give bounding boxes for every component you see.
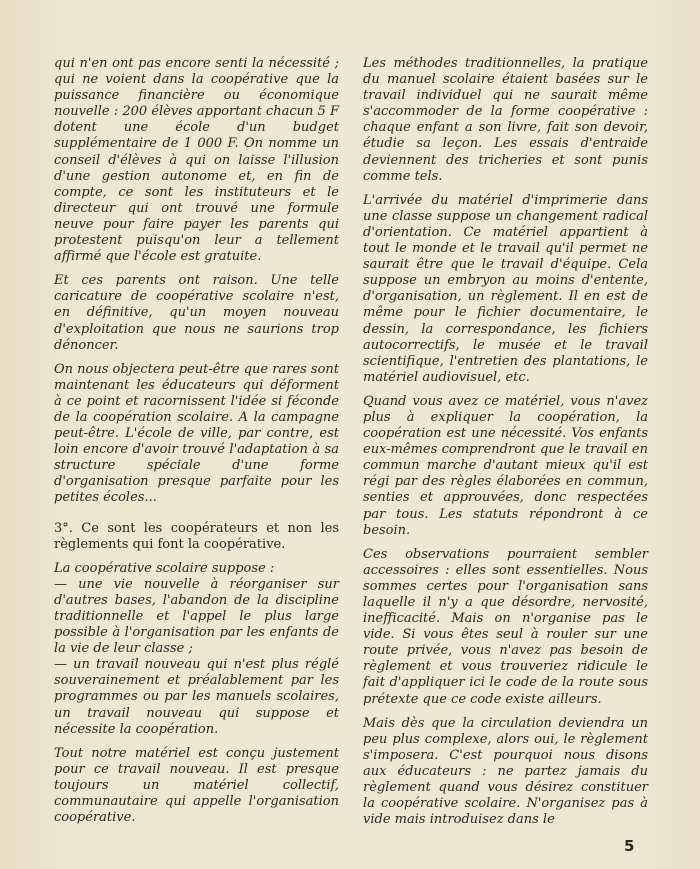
list-intro: La coopérative scolaire suppose : [54,560,275,576]
paragraph: Quand vous avez ce matériel, vous n'avez plus à expliquer la coopération, la coopération est une nécessité. Vos enfants eux-mêmes comprendront que le travail en commun marche d'autant mieux qu'il est régi par des règles élaborées en commun, senties et approuvées, donc respectées par tous. Les statuts répondront à ce besoin. [363,393,648,538]
paragraph: qui n'en ont pas encore senti la nécessité ; qui ne voient dans la coopérative que la puissance financière ou économique nouvelle : 200 élèves apportant chacun 5 F dotent une école d'un budget supplémentaire de 1 000 F. On nomme un conseil d'élèves à qui on laisse l'illusion d'une gestion autonome et, en fin de compte, ce sont les instituteurs et le directeur qui ont trouvé une formule neuve pour faire payer les parents qui protestent puisqu'on leur a tellement affirmé que l'école est gratuite. [54,56,339,265]
paragraph: L'arrivée du matériel d'imprimerie dans une classe suppose un changement radical d'orientation. Ce matériel appartient à tout le monde et le travail qu'il permet ne saurait être que le travail d'équipe. Cela suppose un embryon au moins d'entente, d'organisation, un règlement. Il en est de même pour le fichier documentaire, le dessin, la correspondance, les fichiers autocorrectifs, le musée et le travail scientifique, l'entretien des plantations, le matériel audiovisuel, etc. [363,192,648,385]
paragraph: Les méthodes traditionnelles, la pratique du manuel scolaire étaient basées sur le travail individuel qui ne saurait même s'accommoder de la forme coopérative : chaque enfant a son livre, fait son devoir, étudie sa leçon. Les essais d'entraide deviennent des tricheries et sont punis comme tels. [363,56,648,184]
list-item: — une vie nouvelle à réorganiser sur d'autres bases, l'abandon de la discipline traditionnelle et l'appel le plus large possible à l'organisation par les enfants de la vie de leur classe ; [54,576,339,657]
right-column [363,56,648,836]
paragraph-list [54,561,339,738]
list-item: — un travail nouveau qui n'est plus réglé souverainement et préalablement par les programmes ou par les manuels scolaires, un travail nouveau qui suppose et nécessite la coopération. [54,657,339,737]
paragraph: Et ces parents ont raison. Une telle caricature de coopérative scolaire n'est, en définitive, qu'un moyen nouveau d'exploitation que nous ne saurions trop dénoncer. [54,273,339,353]
paragraph: On nous objectera peut-être que rares sont maintenant les éducateurs qui déforment à ce point et racornissent l'idée si féconde de la coopération scolaire. A la campagne peut-être. L'école de ville, par contre, est loin encore d'avoir trouvé l'adaptation à sa structure spéciale d'une forme d'organisation presque parfaite pour les petites écoles... [54,361,339,506]
paragraph: Mais dès que la circulation deviendra un peu plus complexe, alors oui, le règlement s'imposera. C'est pourquoi nous disons aux éducateurs : ne partez jamais du règlement quand vous désirez constituer la coopérative scolaire. N'organisez pas à vide mais introduisez dans le [363,715,648,828]
page-number: 5 [624,837,635,855]
paragraph: Tout notre matériel est conçu justement pour ce travail nouveau. Il est presque toujours un matériel collectif, communautaire qui appelle l'organisation coopérative. [54,745,339,826]
left-column [54,56,339,834]
paragraph: Ces observations pourraient sembler accessoires : elles sont essentielles. Nous sommes certes pour l'organisation sans laquelle il n'y a que désordre, nervosité, inefficacité. Mais on n'organise pas le vide. Si vous êtes seul à rouler sur une route privée, vous n'avez pas besoin de règlement et vous trouveriez ridicule le fait d'appliquer ici le code de la route sous prétexte que ce code existe ailleurs. [363,546,648,707]
section-heading: 3°. Ce sont les coopérateurs et non les règlements qui font la coopérative. [54,520,339,552]
